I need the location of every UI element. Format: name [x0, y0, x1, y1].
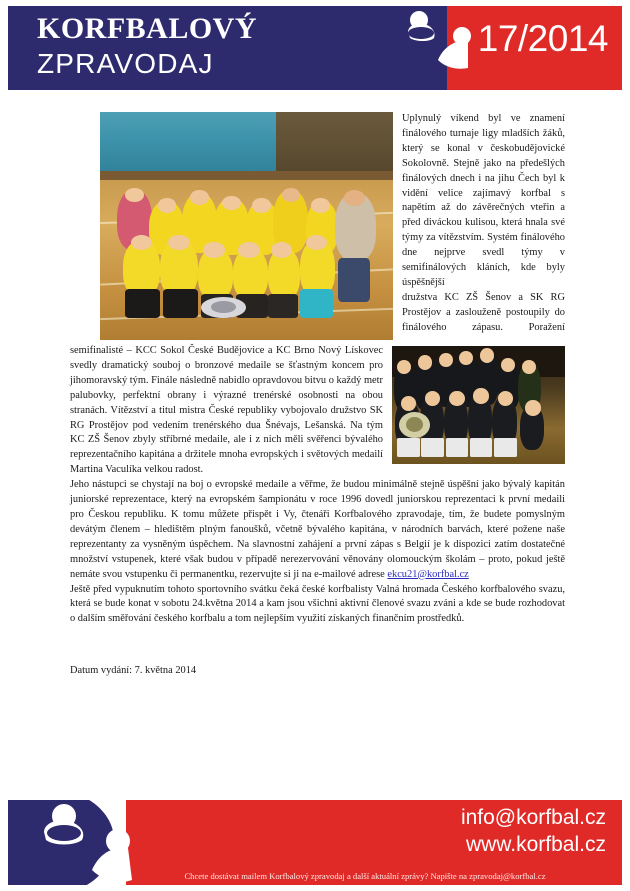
- article-intro-paragraph: Uplynulý víkend byl ve znamení finálového turnaje ligy mladších žáků, který se konal v českobudějovické Sokolovně. Stejně jako na předešlých finálových dnech i na jihu Čech byl k vidění velice zajímavý korfbal s napětím až do závěrečných vteřin a před diváckou kulisou, která hnala své týmy za vítězstvím. Systém finálového dne nejprve svedl týmy v semifinálových kláních, kde byly úspěšnější: [402, 113, 565, 288]
- footer-contacts: [461, 804, 606, 858]
- main-photo: [100, 112, 393, 340]
- footer-email[interactable]: info@korfbal.cz: [460, 806, 606, 829]
- masthead-line-1: KORFBALOVÝ: [37, 12, 258, 45]
- masthead: [37, 11, 397, 81]
- second-photo: [392, 346, 565, 464]
- publication-date: Datum vydání: 7. května 2014: [70, 665, 197, 677]
- article-content: [70, 112, 565, 679]
- article-text: [70, 112, 565, 679]
- photo-people: [112, 183, 382, 313]
- article-paragraph-3: [70, 478, 565, 582]
- footer-subscribe-note: Chcete dostávat mailem Korfbalový zpravodaj a další aktuální zprávy? Napište na zpravodaj@korfbal.cz: [184, 871, 546, 881]
- page-footer: [8, 800, 622, 885]
- page-header: [8, 6, 622, 90]
- article-paragraph-2: družstva KC ZŠ Šenov a SK RG Prostějov a zaslouženě postoupily do finálového zápasu. Poražení semifinalisté – KCC Sokol České Budějovice a KC Brno Nový Lískovec svedly dramatický souboj o bronzové medaile se šťastným koncem pro jihomoravský tým. Finále následně nabidlo opravdovou bitvu o každý metr palubovky, perfektní obrany i výrazné trenérské osobnosti na obou stranách. Vítězství a titul mistra České republiky vybojovalo družstvo SK RG Prostějov pod vedením trenérského dua Šnévajs, Lešanská. Na tým KC ZŠ Šenov zbyly stříbrné medaile, ale i z nich měli svěřenci bývalého reprezentačního kapitána a držitele mnoha evropských i světových medailí Martina Vaculíka velkou radost.: [70, 291, 565, 476]
- footer-website[interactable]: www.korfbal.cz: [465, 833, 606, 856]
- issue-number: 17/2014: [477, 18, 608, 59]
- email-link-ekcu21[interactable]: ekcu21@korfbal.cz: [387, 568, 469, 580]
- article-paragraph-3-text: Jeho nástupci se chystají na boj o evropské medaile a věřme, že budou minimálně stejně úspěšní jako bývalý kapitán juniorské reprezentace, který na evropském šampionátu v roce 1996 dovedl juniorskou reprezentaci k první medaili pro Českou republiku. K tomu můžete přispět i Vy, čtenáři Korfbalového zpravodaje, tím, že budete pomyslným devátým členem – hledištěm plným fanoušků, včetně bývalého kapitána, v národních barvách, které požene naše reprezentanty za vysněným úspěchem. Na slavnostní zahájení a první zápas s Belgií je k dispozici zatím dostatečné množství vstupenek, které však budou v případě nerezervování věnovány olomouckým školám – proto, pokud ještě nemáte svou vstupenku či permanentku, rezervujte si ji na e-mailové adrese: [70, 479, 565, 580]
- masthead-line-2: ZPRAVODAJ: [37, 48, 214, 79]
- article-paragraph-4: Ještě před vypuknutím tohoto sportovního svátku čeká české korfbalisty Valná hromada Českého korfbalového svazu, která se bude konat v sobotu 24.května 2014 a kam jsou všichni aktivní členové svazu zváni a kde se bude rozhodovat o dalším směřování českého korfbalu a tom nejlepším využití získaných finančním prostředků.: [70, 583, 565, 625]
